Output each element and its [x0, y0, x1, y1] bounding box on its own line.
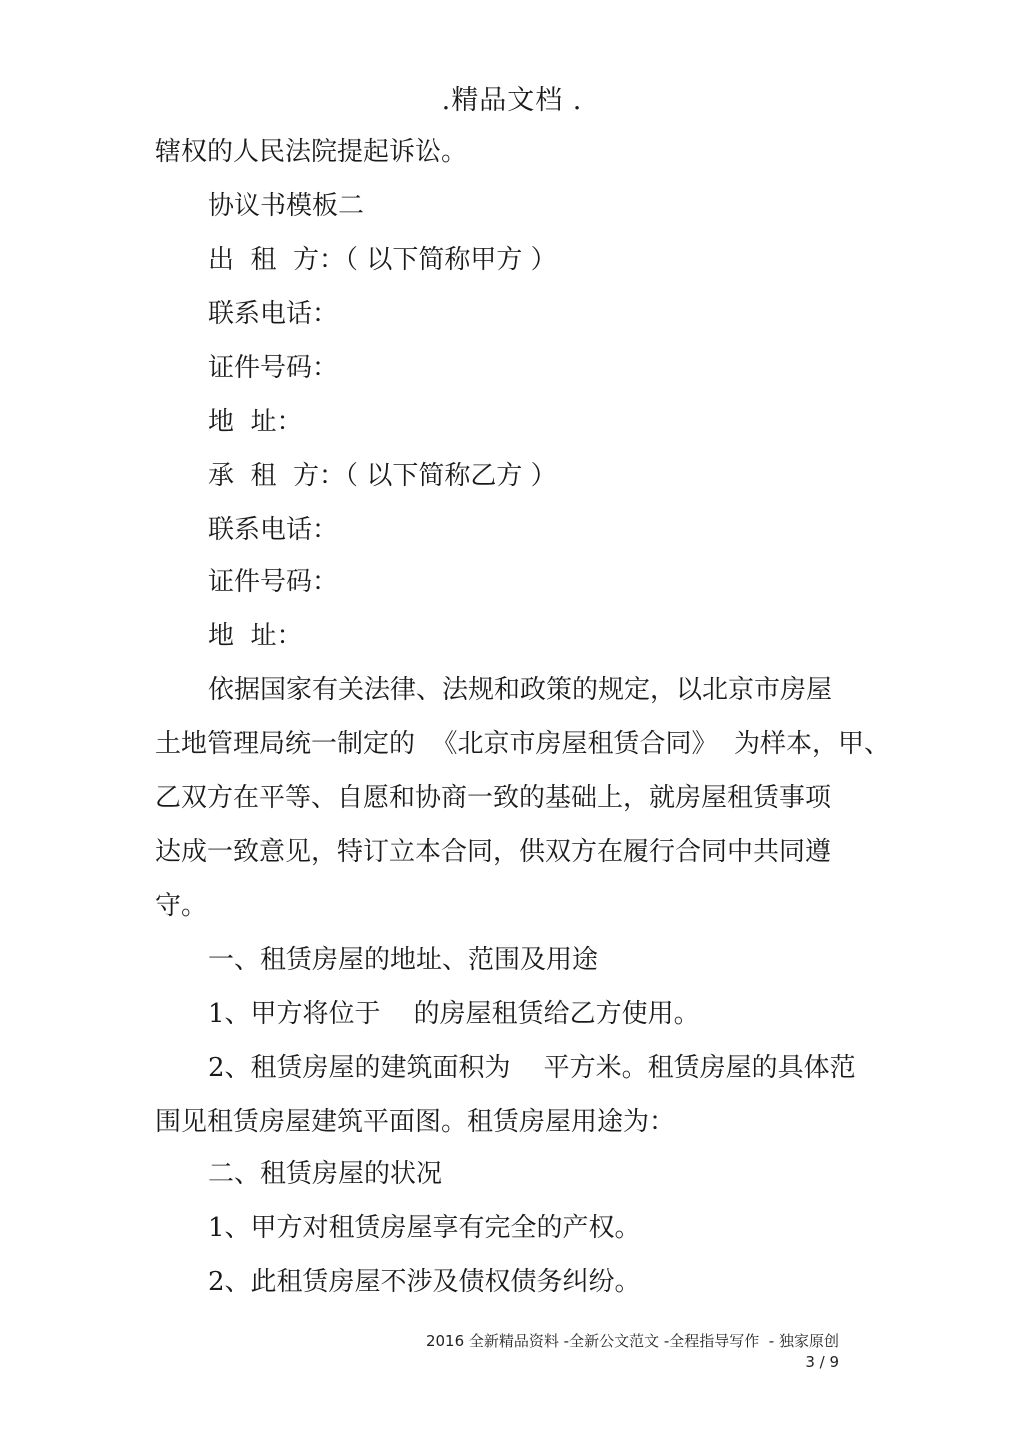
lessor-id-label: 证件号码：: [208, 353, 339, 383]
text-line: 2、此租赁房屋不涉及债权债务纠纷。: [208, 1267, 641, 1297]
page-header: .精品文档 .: [441, 85, 583, 116]
lessee-phone-label: 联系电话：: [208, 515, 339, 545]
text-line: 围见租赁房屋建筑平面图。租赁房屋用途为：: [155, 1107, 676, 1137]
text-line: 守。: [155, 891, 208, 921]
lessee-address-label: 地 址：: [208, 621, 303, 651]
text-line: 1、甲方对租赁房屋享有完全的产权。: [208, 1213, 641, 1243]
lessee-line: 承 租 方：（ 以下简称乙方 ）: [208, 461, 557, 491]
lessor-address-label: 地 址：: [208, 407, 303, 437]
text-line: 乙双方在平等、自愿和协商一致的基础上，就房屋租赁事项: [155, 783, 832, 813]
clause-heading: 二、租赁房屋的状况: [208, 1159, 443, 1189]
text-line: 依据国家有关法律、法规和政策的规定，以北京市房屋: [208, 675, 833, 705]
section-title: 协议书模板二: [208, 191, 365, 221]
lessor-line: 出 租 方：（ 以下简称甲方 ）: [208, 245, 557, 275]
lessor-phone-label: 联系电话：: [208, 299, 339, 329]
text-line: 达成一致意见，特订立本合同，供双方在履行合同中共同遵: [155, 837, 832, 867]
text-line: 土地管理局统一制定的 《北京市房屋租赁合同》 为样本，甲、: [155, 729, 891, 759]
page-footer: 2016 全新精品资料 -全新公文范文 -全程指导写作 - 独家原创: [425, 1332, 839, 1350]
lessee-id-label: 证件号码：: [208, 567, 339, 597]
page-number: 3 / 9: [805, 1353, 839, 1371]
text-line: 1、甲方将位于 的房屋租赁给乙方使用。: [208, 999, 700, 1029]
text-line: 辖权的人民法院提起诉讼。: [155, 137, 468, 167]
text-line: 2、租赁房屋的建筑面积为 平方米。租赁房屋的具体范: [208, 1053, 856, 1083]
clause-heading: 一、租赁房屋的地址、范围及用途: [208, 945, 599, 975]
